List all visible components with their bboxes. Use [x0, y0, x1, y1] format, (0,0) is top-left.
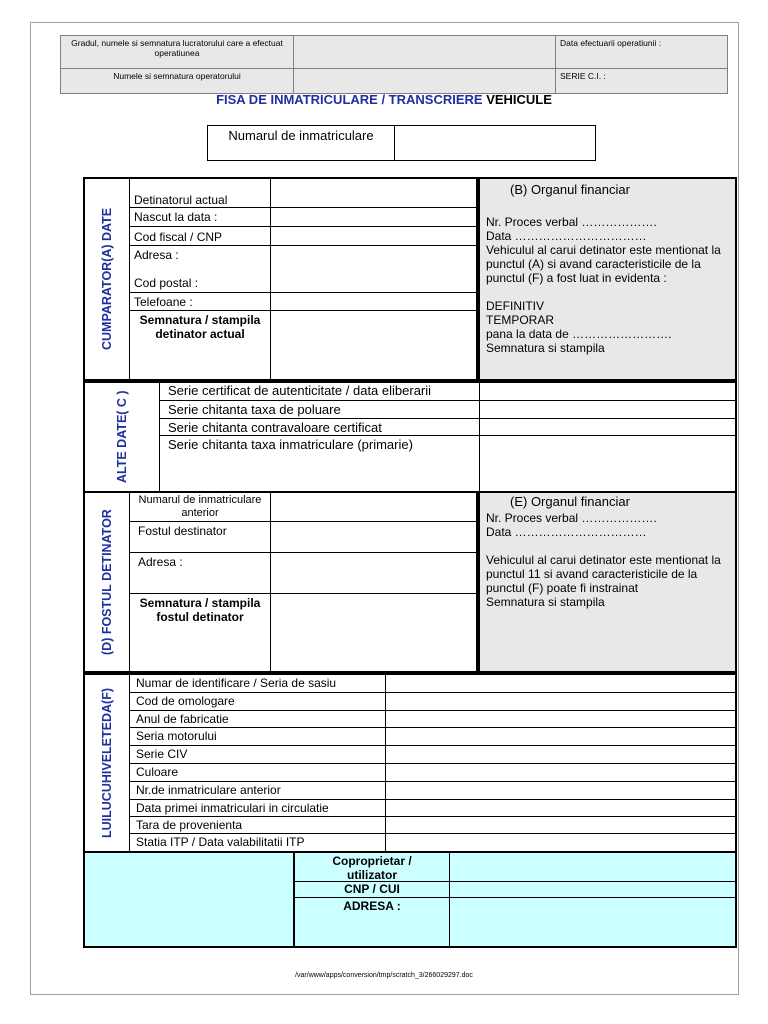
section-b-line: DEFINITIV: [486, 299, 545, 313]
f-row: Numar de identificare / Seria de sasiu: [136, 676, 337, 690]
header-operator-signature-cell[interactable]: [294, 69, 556, 93]
header-date-label: Data efectuarii operatiunii :: [560, 38, 662, 48]
f-row: Seria motorului: [136, 729, 217, 743]
section-d-label: (D) FOSTUL DETINATOR: [100, 509, 114, 655]
field-telefoane: Telefoane :: [134, 295, 193, 309]
footer-path: /var/www/apps/conversion/tmp/scratch_3/266029297.doc: [295, 972, 473, 979]
section-coproprietar: [83, 853, 737, 948]
section-b-line: [486, 285, 734, 299]
f-row: Statia ITP / Data valabilitatii ITP: [136, 835, 305, 849]
header-operator-name-label: Numele si semnatura operatorului: [113, 71, 241, 81]
section-d-input-column[interactable]: [270, 493, 477, 671]
section-a-input-column[interactable]: [270, 179, 477, 379]
section-a: [83, 177, 478, 381]
section-f-input-column[interactable]: [385, 675, 735, 851]
section-c-input-column[interactable]: [479, 383, 735, 491]
section-b-line: Semnatura si stampila: [486, 341, 605, 355]
section-e-line: Data ……………………………: [486, 525, 647, 539]
section-b: [478, 177, 737, 381]
signature-detinator: Semnatura / stampila detinator actual: [139, 313, 261, 341]
section-b-line: TEMPORAR: [486, 313, 555, 327]
co-label-coproprietar: Coproprietar / utilizator: [332, 854, 412, 882]
registration-label: Numarul de inmatriculare: [208, 126, 395, 160]
field-numar-anterior: Numarul de inmatriculare anterior: [138, 494, 262, 519]
c-row: Serie chitanta taxa inmatriculare (primarie): [168, 437, 413, 452]
c-row: Serie chitanta taxa de poluare: [168, 402, 341, 417]
header-operator-label: Gradul, numele si semnatura lucratorului care a efectuat operatiunea: [71, 38, 283, 58]
section-d: [83, 493, 478, 673]
field-adresa: Adresa :: [134, 248, 179, 262]
section-f: [83, 673, 737, 853]
f-row: Anul de fabricatie: [136, 712, 229, 726]
section-e-line: [486, 539, 734, 553]
f-row: Tara de provenienta: [136, 818, 243, 832]
f-row: Nr.de inmatriculare anterior: [136, 783, 281, 797]
section-c: [83, 381, 737, 493]
section-a-label: CUMPARATOR(A) DATE: [100, 207, 114, 351]
f-row: Cod de omologare: [136, 694, 235, 708]
field-detinator-actual: Detinatorul actual: [134, 193, 228, 207]
signature-fostul: Semnatura / stampila fostul detinator: [139, 596, 261, 624]
c-row: Serie chitanta contravaloare certificat: [168, 420, 382, 435]
co-label-cnp: CNP / CUI: [344, 882, 400, 896]
field-fostul-destinator: Fostul destinator: [138, 524, 227, 538]
field-nascut: Nascut la data :: [134, 210, 218, 224]
section-b-line: Nr. Proces verbal ……………….: [486, 215, 657, 229]
section-f-label: LUILUCUHIVELETEDA(F): [100, 688, 114, 838]
section-b-heading: (B) Organul financiar: [510, 182, 630, 197]
section-b-line: Data ……………………………: [486, 229, 647, 243]
section-b-line: pana la data de …………………….: [486, 327, 672, 341]
f-row: Serie CIV: [136, 747, 188, 761]
section-e-line: Semnatura si stampila: [486, 595, 605, 609]
header-table: [60, 35, 728, 94]
section-e-line: Vehiculul al carui detinator este mentionat la punctul 11 si avand caracteristicile de la punctul (F) poate fi instrainat: [486, 553, 721, 595]
field-cod-fiscal: Cod fiscal / CNP: [134, 230, 223, 244]
section-e-line: Nr. Proces verbal ……………….: [486, 511, 657, 525]
co-label-adresa: ADRESA :: [343, 899, 401, 913]
section-c-label: ALTE DATE( C ): [115, 390, 129, 484]
field-adresa-d: Adresa :: [138, 555, 183, 569]
header-serie-label: SERIE C.I. :: [560, 71, 606, 81]
f-row: Data primei inmatriculari in circulatie: [136, 801, 329, 815]
c-row: Serie certificat de autenticitate / data eliberarii: [168, 383, 432, 398]
section-e: [478, 493, 737, 673]
section-b-line: Vehiculul al carui detinator este mentionat la punctul (A) si avand caracteristicile de la punctul (F) a fost luat in evidenta :: [486, 243, 721, 285]
registration-input[interactable]: [395, 126, 595, 160]
section-co-input-column[interactable]: [449, 853, 735, 946]
registration-box: [207, 125, 596, 161]
field-cod-postal: Cod postal :: [134, 276, 199, 290]
section-e-heading: (E) Organul financiar: [510, 494, 630, 509]
title-part2: VEHICULE: [486, 92, 552, 107]
header-signature-cell[interactable]: [294, 36, 556, 69]
page-title: [0, 92, 768, 107]
title-part1: FISA DE INMATRICULARE / TRANSCRIERE: [216, 92, 483, 107]
f-row: Culoare: [136, 765, 179, 779]
